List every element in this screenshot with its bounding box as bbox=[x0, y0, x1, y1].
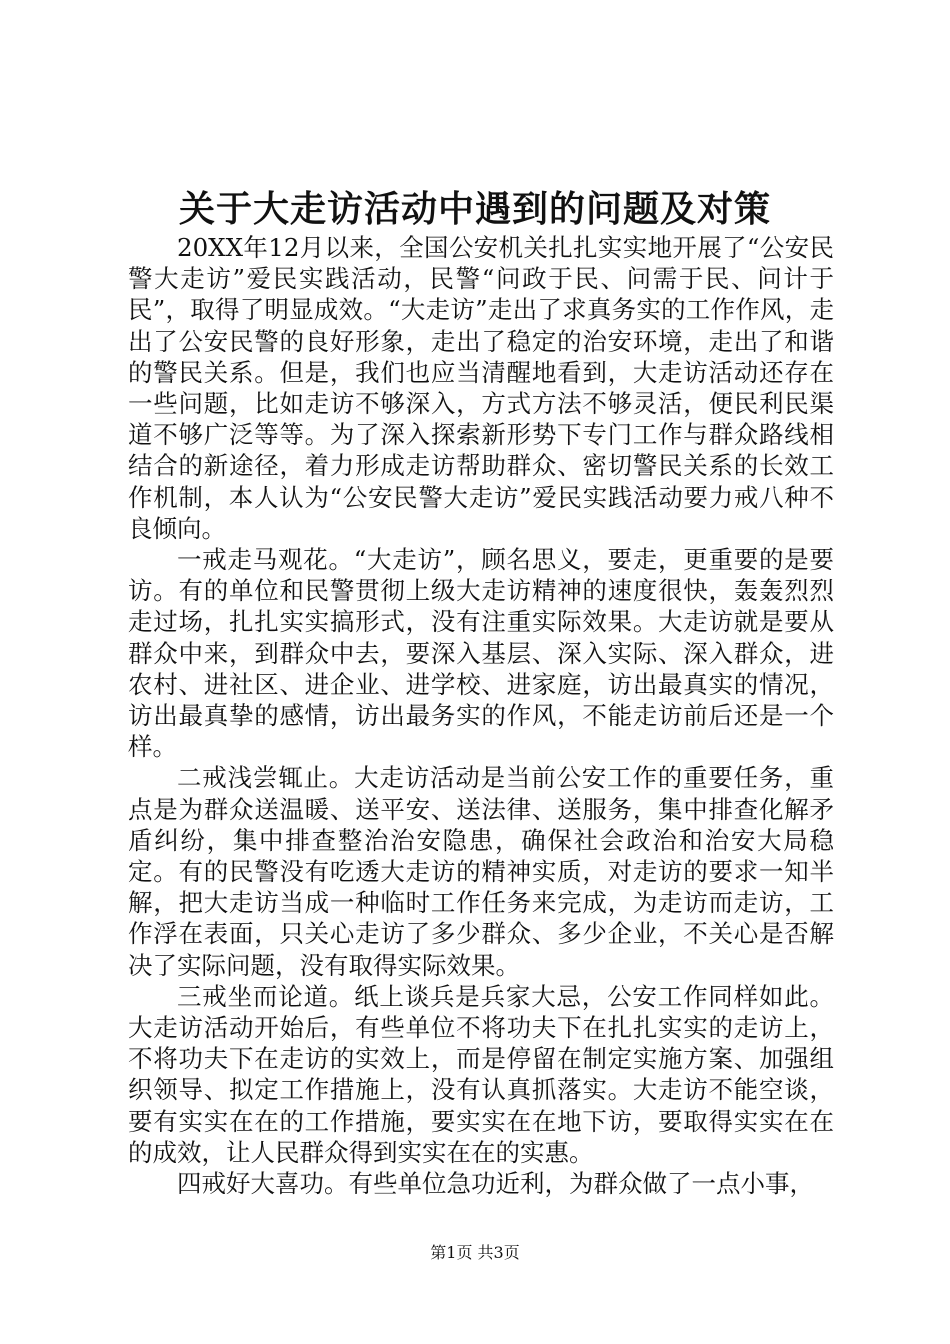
paragraph-intro: 20XX年12月以来，全国公安机关扎扎实实地开展了“公安民警大走访”爱民实践活动，民警“问政于民、问需于民、问计于民”，取得了明显成效。“大走访”走出了求真务实的工作作风，走出了公安民警的良好形象，走出了稳定的治安环境，走出了和谐的警民关系。但是，我们也应当清醒地看到，大走访活动还存在一些问题，比如走访不够深入，方式方法不够灵活，便民利民渠道不够广泛等等。为了深入探索新形势下专门工作与群众路线相结合的新途径，着力形成走访帮助群众、密切警民关系的长效工作机制，本人认为“公安民警大走访”爱民实践活动要力戒八种不良倾向。 bbox=[128, 233, 834, 543]
document-title: 关于大走访活动中遇到的问题及对策 bbox=[178, 188, 771, 230]
paragraph-one: 一戒走马观花。“大走访”，顾名思义，要走，更重要的是要访。有的单位和民警贯彻上级大走访精神的速度很快，轰轰烈烈走过场，扎扎实实搞形式，没有注重实际效果。大走访就是要从群众中来，到群众中去，要深入基层、深入实际、深入群众，进农村、进社区、进企业、进学校、进家庭，访出最真实的情况，访出最真挚的感情，访出最务实的作风，不能走访前后还是一个样。 bbox=[128, 545, 834, 762]
paragraph-three: 三戒坐而论道。纸上谈兵是兵家大忌，公安工作同样如此。大走访活动开始后，有些单位不将功夫下在扎扎实实的走访上，不将功夫下在走访的实效上，而是停留在制定实施方案、加强组织领导、拟定工作措施上，没有认真抓落实。大走访不能空谈，要有实实在在的工作措施，要实实在在地下访，要取得实实在在的成效，让人民群众得到实实在在的实惠。 bbox=[128, 981, 834, 1167]
page-footer: 第1页 共3页 bbox=[430, 1243, 520, 1262]
paragraph-four: 四戒好大喜功。有些单位急功近利，为群众做了一点小事， bbox=[177, 1169, 814, 1199]
document-body bbox=[128, 232, 834, 1199]
paragraph-two: 二戒浅尝辄止。大走访活动是当前公安工作的重要任务，重点是为群众送温暖、送平安、送法律、送服务，集中排查化解矛盾纠纷，集中排查整治治安隐患，确保社会政治和治安大局稳定。有的民警没有吃透大走访的精神实质，对走访的要求一知半解，把大走访当成一种临时工作任务来完成，为走访而走访，工作浮在表面，只关心走访了多少群众、多少企业，不关心是否解决了实际问题，没有取得实际效果。 bbox=[128, 763, 834, 980]
